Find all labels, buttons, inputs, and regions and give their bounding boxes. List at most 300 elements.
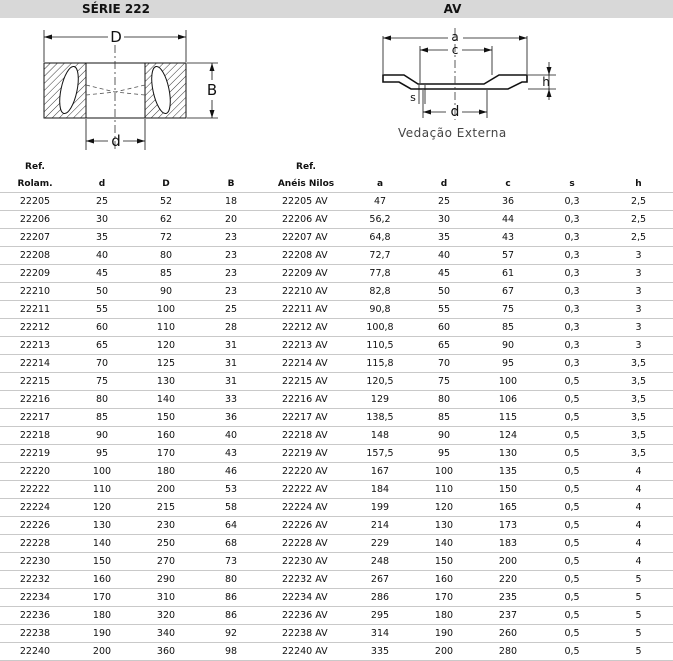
table-row: [0, 193, 673, 211]
table-cell: 214: [348, 517, 412, 535]
table-cell: 140: [70, 535, 134, 553]
table-cell: 125: [134, 355, 198, 373]
table-cell: 0,3: [540, 355, 604, 373]
label-a: a: [451, 30, 459, 44]
table-row: [0, 283, 673, 301]
table-cell: 229: [348, 535, 412, 553]
label-d-right: d: [450, 104, 460, 120]
table-cell: 23: [198, 283, 264, 301]
table-cell: 0,5: [540, 427, 604, 445]
table-cell: 22224: [0, 499, 70, 517]
table-cell: 160: [134, 427, 198, 445]
header-B: B: [198, 175, 264, 193]
table-cell: 80: [198, 571, 264, 589]
technical-drawings: [0, 18, 673, 158]
table-row: [0, 535, 673, 553]
table-cell: 43: [476, 229, 540, 247]
table-cell: 3: [604, 265, 673, 283]
table-cell: 199: [348, 499, 412, 517]
table-cell: 0,5: [540, 445, 604, 463]
table-cell: 22207: [0, 229, 70, 247]
table-row: [0, 301, 673, 319]
table-cell: 52: [134, 193, 198, 211]
table-cell: 129: [348, 391, 412, 409]
table-cell: 150: [412, 553, 476, 571]
table-cell: 31: [198, 337, 264, 355]
table-row: [0, 319, 673, 337]
table-cell: 120: [134, 337, 198, 355]
table-cell: 77,8: [348, 265, 412, 283]
table-cell: 35: [412, 229, 476, 247]
table-cell: 5: [604, 571, 673, 589]
table-cell: 170: [70, 589, 134, 607]
table-cell: 3,5: [604, 373, 673, 391]
table-cell: 22230 AV: [264, 553, 348, 571]
table-cell: 3: [604, 301, 673, 319]
table-cell: 22206 AV: [264, 211, 348, 229]
table-cell: 190: [70, 625, 134, 643]
table-cell: 3: [604, 319, 673, 337]
table-cell: 0,3: [540, 247, 604, 265]
table-cell: 115,8: [348, 355, 412, 373]
table-cell: 65: [412, 337, 476, 355]
table-cell: 130: [70, 517, 134, 535]
table-cell: 3,5: [604, 445, 673, 463]
table-cell: 72,7: [348, 247, 412, 265]
table-cell: 85: [70, 409, 134, 427]
table-cell: 47: [348, 193, 412, 211]
table-cell: 22236 AV: [264, 607, 348, 625]
table-cell: 22213: [0, 337, 70, 355]
serie-header-bar: [0, 0, 232, 18]
table-cell: 4: [604, 553, 673, 571]
table-cell: 30: [412, 211, 476, 229]
table-row: [0, 553, 673, 571]
table-cell: 0,5: [540, 499, 604, 517]
table-cell: 173: [476, 517, 540, 535]
table-cell: 280: [476, 643, 540, 661]
table-cell: 60: [412, 319, 476, 337]
table-row: [0, 643, 673, 661]
table-cell: 95: [412, 445, 476, 463]
table-cell: 57: [476, 247, 540, 265]
table-cell: 200: [476, 553, 540, 571]
table-cell: 92: [198, 625, 264, 643]
table-cell: 3: [604, 247, 673, 265]
table-cell: 22216: [0, 391, 70, 409]
label-D: D: [110, 28, 122, 46]
table-cell: 0,5: [540, 463, 604, 481]
table-cell: 3,5: [604, 409, 673, 427]
table-cell: 22220 AV: [264, 463, 348, 481]
header-h: h: [604, 175, 673, 193]
table-cell: 157,5: [348, 445, 412, 463]
caption-vedacao: Vedação Externa: [398, 126, 507, 140]
table-cell: 60: [70, 319, 134, 337]
table-cell: 106: [476, 391, 540, 409]
table-cell: 36: [198, 409, 264, 427]
table-cell: 0,5: [540, 607, 604, 625]
label-s: s: [410, 91, 416, 104]
header-D: D: [134, 175, 198, 193]
table-cell: 33: [198, 391, 264, 409]
table-cell: 22207 AV: [264, 229, 348, 247]
table-row: [0, 355, 673, 373]
table-cell: 190: [412, 625, 476, 643]
table-cell: 2,5: [604, 229, 673, 247]
table-cell: 28: [198, 319, 264, 337]
table-cell: 80: [412, 391, 476, 409]
table-cell: 100: [476, 373, 540, 391]
table-cell: 150: [134, 409, 198, 427]
table-cell: 22217 AV: [264, 409, 348, 427]
table-cell: 40: [70, 247, 134, 265]
table-cell: 335: [348, 643, 412, 661]
table-cell: 100: [134, 301, 198, 319]
table-row: [0, 463, 673, 481]
table-cell: 183: [476, 535, 540, 553]
table-cell: 53: [198, 481, 264, 499]
header-d: d: [70, 175, 134, 193]
table-cell: 5: [604, 589, 673, 607]
table-cell: 85: [412, 409, 476, 427]
table-cell: 140: [412, 535, 476, 553]
table-row: [0, 247, 673, 265]
table-cell: 22214: [0, 355, 70, 373]
table-cell: 0,5: [540, 535, 604, 553]
table-cell: 110: [412, 481, 476, 499]
table-cell: 0,5: [540, 481, 604, 499]
table-cell: 80: [134, 247, 198, 265]
table-cell: 5: [604, 643, 673, 661]
table-cell: 250: [134, 535, 198, 553]
table-cell: 0,3: [540, 229, 604, 247]
table-cell: 235: [476, 589, 540, 607]
table-row: [0, 391, 673, 409]
table-row: [0, 229, 673, 247]
table-cell: 22222: [0, 481, 70, 499]
table-cell: 22210: [0, 283, 70, 301]
table-cell: 22240: [0, 643, 70, 661]
table-cell: 110: [70, 481, 134, 499]
table-cell: 4: [604, 481, 673, 499]
table-cell: 68: [198, 535, 264, 553]
table-cell: 237: [476, 607, 540, 625]
table-cell: 22211: [0, 301, 70, 319]
table-cell: 73: [198, 553, 264, 571]
table-cell: 0,3: [540, 211, 604, 229]
table-row: [0, 427, 673, 445]
table-cell: 23: [198, 247, 264, 265]
table-row: [0, 337, 673, 355]
table-cell: 22213 AV: [264, 337, 348, 355]
table-cell: 22212: [0, 319, 70, 337]
table-cell: 55: [412, 301, 476, 319]
table-cell: 180: [412, 607, 476, 625]
table-cell: 0,3: [540, 337, 604, 355]
table-cell: 23: [198, 229, 264, 247]
table-row: [0, 499, 673, 517]
table-cell: 0,5: [540, 409, 604, 427]
table-cell: 23: [198, 265, 264, 283]
table-cell: 5: [604, 625, 673, 643]
table-cell: 314: [348, 625, 412, 643]
table-cell: 3,5: [604, 391, 673, 409]
table-cell: 22215 AV: [264, 373, 348, 391]
table-cell: 138,5: [348, 409, 412, 427]
table-cell: 64,8: [348, 229, 412, 247]
table-cell: 18: [198, 193, 264, 211]
table-cell: 22232: [0, 571, 70, 589]
table-cell: 72: [134, 229, 198, 247]
table-cell: 22217: [0, 409, 70, 427]
table-cell: 3,5: [604, 355, 673, 373]
table-cell: 200: [412, 643, 476, 661]
table-cell: 165: [476, 499, 540, 517]
table-row: [0, 265, 673, 283]
table-cell: 22240 AV: [264, 643, 348, 661]
table-cell: 22209: [0, 265, 70, 283]
table-cell: 90: [134, 283, 198, 301]
table-cell: 0,3: [540, 301, 604, 319]
table-cell: 58: [198, 499, 264, 517]
table-cell: 65: [70, 337, 134, 355]
table-cell: 22209 AV: [264, 265, 348, 283]
table-cell: 50: [70, 283, 134, 301]
table-cell: 75: [70, 373, 134, 391]
table-cell: 90,8: [348, 301, 412, 319]
table-cell: 22210 AV: [264, 283, 348, 301]
header-a: a: [348, 175, 412, 193]
table-cell: 50: [412, 283, 476, 301]
table-cell: 184: [348, 481, 412, 499]
table-cell: 46: [198, 463, 264, 481]
header-ref-rolam-top: Ref.: [25, 161, 45, 172]
table-cell: 0,5: [540, 643, 604, 661]
table-cell: 22208 AV: [264, 247, 348, 265]
table-cell: 22226 AV: [264, 517, 348, 535]
table-cell: 22212 AV: [264, 319, 348, 337]
table-cell: 160: [412, 571, 476, 589]
table-cell: 85: [134, 265, 198, 283]
table-cell: 90: [70, 427, 134, 445]
table-cell: 200: [134, 481, 198, 499]
table-row: [0, 445, 673, 463]
table-cell: 40: [198, 427, 264, 445]
table-cell: 30: [70, 211, 134, 229]
table-cell: 22218 AV: [264, 427, 348, 445]
table-cell: 36: [476, 193, 540, 211]
table-cell: 130: [134, 373, 198, 391]
table-cell: 82,8: [348, 283, 412, 301]
table-cell: 31: [198, 355, 264, 373]
table-cell: 85: [476, 319, 540, 337]
table-cell: 22205: [0, 193, 70, 211]
table-cell: 124: [476, 427, 540, 445]
table-cell: 2,5: [604, 211, 673, 229]
table-cell: 67: [476, 283, 540, 301]
table-cell: 267: [348, 571, 412, 589]
table-cell: 44: [476, 211, 540, 229]
table-cell: 120: [412, 499, 476, 517]
table-cell: 0,5: [540, 373, 604, 391]
table-cell: 320: [134, 607, 198, 625]
serie-title: SÉRIE 222: [82, 2, 150, 16]
table-cell: 150: [70, 553, 134, 571]
table-cell: 148: [348, 427, 412, 445]
table-cell: 45: [412, 265, 476, 283]
table-cell: 0,3: [540, 193, 604, 211]
table-cell: 135: [476, 463, 540, 481]
table-cell: 22228 AV: [264, 535, 348, 553]
table-cell: 25: [412, 193, 476, 211]
table-cell: 4: [604, 535, 673, 553]
table-cell: 3: [604, 283, 673, 301]
table-cell: 340: [134, 625, 198, 643]
table-row: [0, 517, 673, 535]
table-cell: 22224 AV: [264, 499, 348, 517]
table-cell: 22211 AV: [264, 301, 348, 319]
table-cell: 70: [412, 355, 476, 373]
table-cell: 160: [70, 571, 134, 589]
header-s: s: [540, 175, 604, 193]
table-cell: 180: [134, 463, 198, 481]
table-cell: 90: [476, 337, 540, 355]
table-cell: 22228: [0, 535, 70, 553]
av-header-bar: [232, 0, 673, 18]
table-row: [0, 481, 673, 499]
table-cell: 35: [70, 229, 134, 247]
table-cell: 55: [70, 301, 134, 319]
table-row: [0, 211, 673, 229]
table-cell: 22205 AV: [264, 193, 348, 211]
table-cell: 75: [476, 301, 540, 319]
table-cell: 120,5: [348, 373, 412, 391]
table-row: [0, 589, 673, 607]
table-cell: 260: [476, 625, 540, 643]
table-cell: 22222 AV: [264, 481, 348, 499]
table-row: [0, 409, 673, 427]
table-cell: 140: [134, 391, 198, 409]
table-cell: 130: [412, 517, 476, 535]
table-body: [0, 193, 673, 661]
table-cell: 0,5: [540, 553, 604, 571]
table-cell: 5: [604, 607, 673, 625]
table-cell: 4: [604, 517, 673, 535]
table-cell: 90: [412, 427, 476, 445]
table-cell: 230: [134, 517, 198, 535]
table-cell: 2,5: [604, 193, 673, 211]
table-cell: 170: [412, 589, 476, 607]
table-cell: 31: [198, 373, 264, 391]
table-cell: 62: [134, 211, 198, 229]
table-cell: 0,5: [540, 517, 604, 535]
table-cell: 0,5: [540, 571, 604, 589]
table-cell: 25: [198, 301, 264, 319]
table-cell: 248: [348, 553, 412, 571]
table-cell: 43: [198, 445, 264, 463]
table-cell: 95: [476, 355, 540, 373]
table-cell: 120: [70, 499, 134, 517]
table-cell: 3: [604, 337, 673, 355]
table-cell: 0,5: [540, 589, 604, 607]
table-row: [0, 571, 673, 589]
label-h: h: [542, 75, 550, 89]
table-cell: 22236: [0, 607, 70, 625]
table-cell: 0,3: [540, 319, 604, 337]
table-cell: 360: [134, 643, 198, 661]
table-cell: 22214 AV: [264, 355, 348, 373]
table-cell: 95: [70, 445, 134, 463]
av-title: AV: [443, 2, 462, 16]
table-cell: 170: [134, 445, 198, 463]
table-cell: 4: [604, 463, 673, 481]
table-cell: 22218: [0, 427, 70, 445]
header-row-1: [0, 158, 673, 175]
table-cell: 22208: [0, 247, 70, 265]
table-cell: 115: [476, 409, 540, 427]
table-cell: 25: [70, 193, 134, 211]
table-cell: 86: [198, 589, 264, 607]
header-c: c: [476, 175, 540, 193]
table-cell: 61: [476, 265, 540, 283]
header-ref-aneis-top: Ref.: [296, 161, 316, 172]
label-d-left: d: [111, 132, 121, 150]
table-cell: 22206: [0, 211, 70, 229]
table-cell: 80: [70, 391, 134, 409]
table-cell: 110: [134, 319, 198, 337]
table-cell: 100: [70, 463, 134, 481]
header-row-2: [0, 175, 673, 193]
table-cell: 22232 AV: [264, 571, 348, 589]
table-row: [0, 607, 673, 625]
av-seal-drawing: [383, 28, 556, 120]
table-cell: 180: [70, 607, 134, 625]
table-cell: 150: [476, 481, 540, 499]
table-cell: 22234 AV: [264, 589, 348, 607]
header-aneis-nilos: Anéis Nilos: [264, 175, 348, 193]
table-cell: 64: [198, 517, 264, 535]
table-cell: 56,2: [348, 211, 412, 229]
table-cell: 100,8: [348, 319, 412, 337]
table-cell: 286: [348, 589, 412, 607]
table-cell: 130: [476, 445, 540, 463]
table-cell: 0,3: [540, 265, 604, 283]
table-cell: 110,5: [348, 337, 412, 355]
table-cell: 22220: [0, 463, 70, 481]
label-B: B: [206, 81, 218, 99]
table-cell: 167: [348, 463, 412, 481]
label-c: c: [451, 43, 459, 57]
table-row: [0, 625, 673, 643]
table-cell: 22216 AV: [264, 391, 348, 409]
table-cell: 0,5: [540, 625, 604, 643]
table-cell: 200: [70, 643, 134, 661]
table-cell: 215: [134, 499, 198, 517]
table-cell: 100: [412, 463, 476, 481]
table-cell: 22226: [0, 517, 70, 535]
table-row: [0, 373, 673, 391]
table-cell: 290: [134, 571, 198, 589]
table-cell: 22219: [0, 445, 70, 463]
table-cell: 22238: [0, 625, 70, 643]
header-d-av: d: [412, 175, 476, 193]
dimensions-table: [0, 158, 673, 661]
table-cell: 310: [134, 589, 198, 607]
table-cell: 22219 AV: [264, 445, 348, 463]
table-cell: 22238 AV: [264, 625, 348, 643]
table-cell: 70: [70, 355, 134, 373]
